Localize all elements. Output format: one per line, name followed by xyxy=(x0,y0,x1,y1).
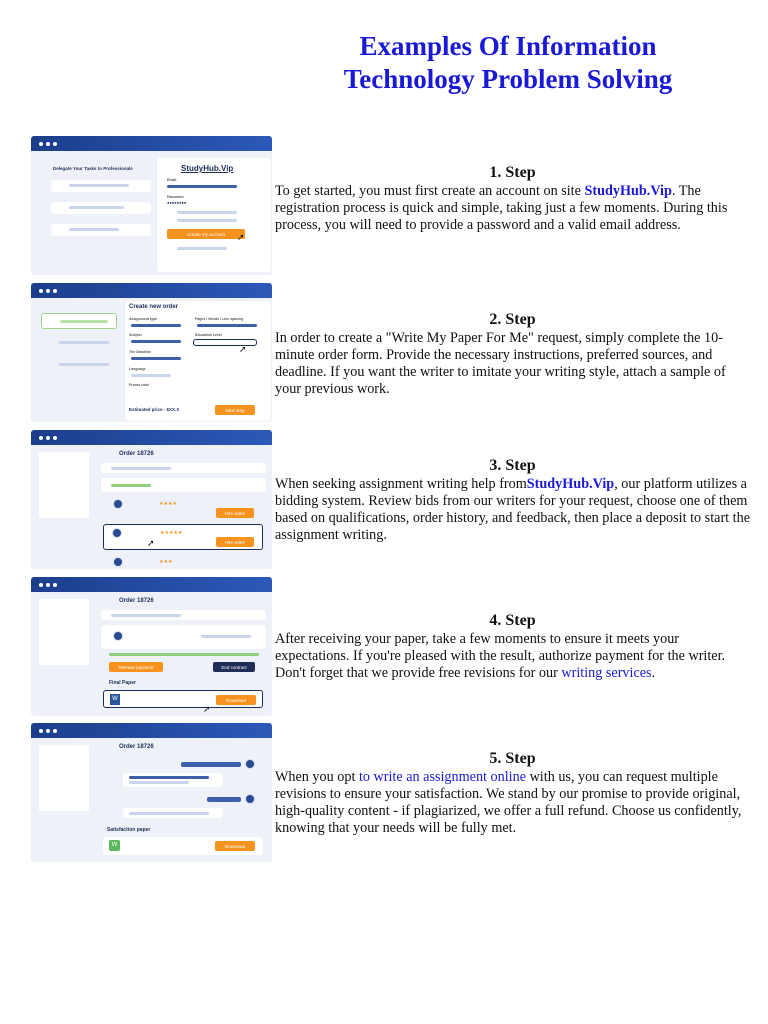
step-heading: 5. Step xyxy=(489,750,536,767)
word-doc-icon: W xyxy=(110,694,120,705)
browser-bar xyxy=(31,136,272,151)
create-order-heading: Create new order xyxy=(129,304,179,310)
sidebar xyxy=(39,452,89,518)
browser-bar xyxy=(31,723,272,738)
satisfaction-paper-row xyxy=(103,837,263,855)
browser-bar xyxy=(31,430,272,445)
education-field[interactable] xyxy=(193,339,257,346)
delegate-heading: Delegate Your Tasks to Professionals xyxy=(53,166,133,171)
order-number: Order 18726 xyxy=(119,598,154,604)
signup-card xyxy=(157,158,271,272)
education-label: Education Level xyxy=(195,333,222,337)
screenshot-registration xyxy=(31,136,272,275)
file-icon: W xyxy=(109,840,120,851)
create-account-button[interactable]: Create my account xyxy=(167,229,245,239)
subject-label: Subject xyxy=(129,333,142,337)
studyhub-link[interactable]: StudyHub.Vip xyxy=(584,183,672,199)
cursor-icon: ➚ xyxy=(203,704,211,714)
cursor-icon: ➚ xyxy=(147,538,155,548)
step-4 xyxy=(275,612,750,682)
step-heading: 1. Step xyxy=(489,164,536,181)
writing-services-link[interactable]: writing services xyxy=(561,665,652,681)
sidebar xyxy=(39,745,89,811)
write-assignment-link[interactable]: to write an assignment online xyxy=(358,769,527,785)
title-line-1: Examples Of Information xyxy=(359,31,657,61)
step-text: To get started, you must first create an account on site StudyHub.Vip. The registration process is quick and simple, taking just a few moments. During this process, you will need to provide a password and a valid email address. xyxy=(275,183,728,233)
screenshot-revisions xyxy=(31,723,272,862)
hire-writer-button-2[interactable]: Hire writer xyxy=(216,537,254,547)
deadline-label: The Deadline xyxy=(129,350,151,354)
screenshot-bidding: Order 18726 ★★★★ Hire writer ★★★★★ Hire writer ➚ ★★★ xyxy=(31,430,272,569)
download-button[interactable]: Download xyxy=(216,695,256,705)
sidebar xyxy=(39,599,89,665)
hire-writer-button-1[interactable]: Hire writer xyxy=(216,508,254,518)
release-payment-button[interactable]: Release payment xyxy=(109,662,163,672)
final-paper-label: Final Paper xyxy=(109,680,136,686)
step-1 xyxy=(275,164,750,234)
password-label: Password xyxy=(167,195,184,199)
order-form-card xyxy=(125,301,271,421)
rating-stars: ★★★★ xyxy=(159,501,177,507)
next-step-button[interactable]: Next step xyxy=(215,405,255,415)
step-heading: 4. Step xyxy=(489,612,536,629)
studyhub-link[interactable]: StudyHub.Vip xyxy=(526,476,615,492)
cursor-icon: ➚ xyxy=(237,232,245,242)
cursor-icon: ➚ xyxy=(239,344,247,354)
step-5 xyxy=(275,750,750,837)
step-2 xyxy=(275,311,750,398)
title-line-2: Technology Problem Solving xyxy=(343,64,673,94)
step-text: When seeking assignment writing help fromStudyHub.Vip, our platform utilizes a bidding system. Review bids from our writers for your request, choose one of them based on qualifications, order history, and feedback, then place a deposit to start the assignment writing. xyxy=(275,476,750,543)
email-label: Email xyxy=(167,178,177,182)
satisfaction-paper-label: Satisfaction paper xyxy=(107,827,151,833)
assignment-type-label: Assignment type xyxy=(129,317,158,321)
writer-avatar xyxy=(113,499,123,509)
step-heading: 2. Step xyxy=(489,311,536,328)
step-text: After receiving your paper, take a few moments to ensure it meets your expectations. If you're pleased with the result, authorize payment for the writer. Don't forget that we provide free revisions for our writing services. xyxy=(275,631,726,681)
page-title xyxy=(258,30,758,96)
order-number: Order 18726 xyxy=(119,451,154,457)
writer-bid-selected[interactable]: ★★★★★ Hire writer xyxy=(103,524,263,550)
download-button[interactable]: Download xyxy=(215,841,255,851)
step-text: In order to create a "Write My Paper For Me" request, simply complete the 10-minute order form. Provide the necessary instructions, preferred sources, and deadline. If you want the writer to imitate your writing style, attach a sample of your previous work. xyxy=(275,330,726,397)
step-3 xyxy=(275,457,750,544)
step-heading: 3. Step xyxy=(489,457,536,474)
screenshot-order-form xyxy=(31,283,272,422)
end-contract-button[interactable]: End contract xyxy=(213,662,255,672)
brand-logo: StudyHub.Vip xyxy=(181,164,234,173)
order-number: Order 18726 xyxy=(119,744,154,750)
language-label: Language xyxy=(129,367,146,371)
pages-label: Pages / Words / Line spacing xyxy=(195,317,244,321)
password-field[interactable]: ●●●●●●●● xyxy=(167,200,187,205)
estimated-price: Estimated price - $XX.X xyxy=(129,407,180,412)
promo-label: Promo code xyxy=(129,383,150,387)
browser-bar xyxy=(31,577,272,592)
final-paper-row xyxy=(103,690,263,708)
browser-bar xyxy=(31,283,272,298)
screenshot-payment xyxy=(31,577,272,716)
step-text: When you opt to write an assignment online with us, you can request multiple revisions to ensure your satisfaction. We stand by our promise to provide original, high-quality content - if plagiarized, we offer a full refund. Choose us confidently, knowing that your needs will be fully met. xyxy=(275,769,742,836)
